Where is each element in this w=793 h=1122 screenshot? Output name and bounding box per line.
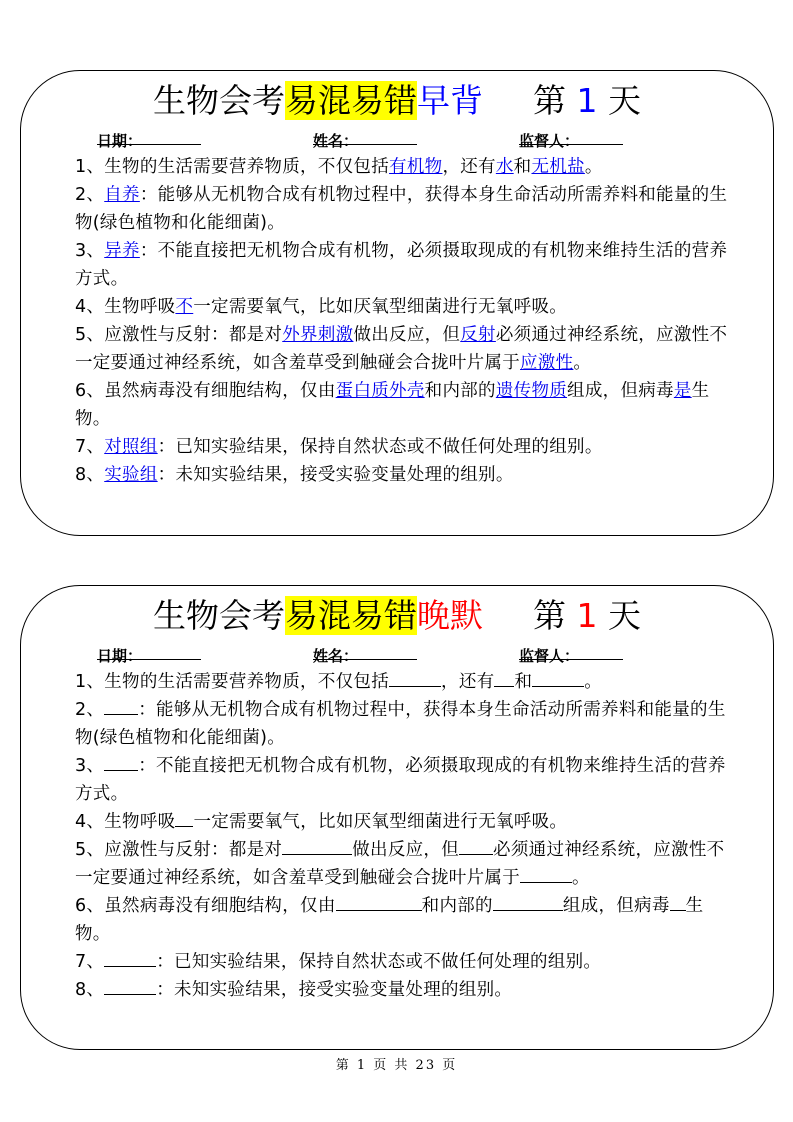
item-list bbox=[75, 668, 735, 1004]
blank-input[interactable] bbox=[104, 948, 156, 967]
day-number: 1 bbox=[576, 596, 598, 635]
blank-input[interactable] bbox=[493, 892, 563, 911]
title-highlight: 易混易错 bbox=[285, 81, 417, 120]
evening-dictation-card: 生物会考易混易错晚默 第 1 天 日期： 姓名： 监督人： 1、生物的生活需要营养物质，不仅包括 ，还有 和 。 2、 ：能够从无机物合成有机物过程中，获得本身生命活动所需养料和能量的生物(绿色植物和化能细菌)。 3、 ：不能直接把无机物合成有机物，必须摄取现成的有机物来维持生活的营养方式。 4、生物呼吸 一定需要氧气，比如厌氧型细菌进行无氧呼吸。 5、应激性与反射：都是对 做出反应，但 必须通过神经系统，应激性不一定要通过神经系统，如含羞草受到触碰会合拢叶片属于 。 6、虽然病毒没有细胞结构，仅由 和内部的 组成，但病毒 生物。 7、 ：已知实验结果，保持自然状态或不做任何处理的组别。 8、 ：未知实验结果，接受实验变量处理的组别。 bbox=[20, 585, 774, 1050]
list-item: 5、应激性与反射：都是对 做出反应，但 必须通过神经系统，应激性不一定要通过神经系统，如含羞草受到触碰会合拢叶片属于 。 bbox=[75, 836, 735, 892]
title-highlight: 易混易错 bbox=[285, 596, 417, 635]
list-item: 6、虽然病毒没有细胞结构，仅由蛋白质外壳和内部的遗传物质组成，但病毒是生物。 bbox=[75, 381, 710, 429]
list-item: 5、应激性与反射：都是对外界刺激做出反应，但反射必须通过神经系统，应激性不一定要通过神经系统，如含羞草受到触碰会合拢叶片属于应激性。 bbox=[75, 325, 728, 373]
list-item: 6、虽然病毒没有细胞结构，仅由 和内部的 组成，但病毒 生物。 bbox=[75, 892, 735, 948]
blank-input[interactable] bbox=[104, 976, 156, 995]
blank-input[interactable] bbox=[459, 836, 493, 855]
blank-input[interactable] bbox=[520, 864, 572, 883]
list-item: 1、生物的生活需要营养物质，不仅包括 ，还有 和 。 bbox=[75, 668, 735, 696]
page-footer: 第 1 页 共 23 页 bbox=[335, 1058, 458, 1073]
list-item: 2、 ：能够从无机物合成有机物过程中，获得本身生命活动所需养料和能量的生物(绿色植物和化能细菌)。 bbox=[75, 696, 735, 752]
list-item: 4、生物呼吸不一定需要氧气，比如厌氧型细菌进行无氧呼吸。 bbox=[75, 297, 568, 317]
card-title: 生物会考易混易错晚默 第 1 天 bbox=[153, 596, 641, 635]
list-item: 4、生物呼吸 一定需要氧气，比如厌氧型细菌进行无氧呼吸。 bbox=[75, 808, 735, 836]
title-tag: 晚默 bbox=[417, 596, 483, 635]
card-title: 生物会考易混易错早背 第 1 天 bbox=[153, 81, 641, 120]
blank-input[interactable] bbox=[389, 668, 441, 687]
list-item: 3、 ：不能直接把无机物合成有机物，必须摄取现成的有机物来维持生活的营养方式。 bbox=[75, 752, 735, 808]
blank-input[interactable] bbox=[532, 668, 584, 687]
title-tag: 早背 bbox=[417, 81, 483, 120]
list-item: 3、异养：不能直接把无机物合成有机物，必须摄取现成的有机物来维持生活的营养方式。 bbox=[75, 241, 728, 289]
day-number: 1 bbox=[576, 81, 598, 120]
list-item: 2、自养：能够从无机物合成有机物过程中，获得本身生命活动所需养料和能量的生物(绿色植物和化能细菌)。 bbox=[75, 185, 728, 233]
blank-input[interactable] bbox=[175, 808, 193, 827]
blank-input[interactable] bbox=[282, 836, 352, 855]
list-item: 8、 ：未知实验结果，接受实验变量处理的组别。 bbox=[75, 976, 735, 1004]
list-item: 1、生物的生活需要营养物质，不仅包括有机物，还有水和无机盐。 bbox=[75, 157, 603, 177]
list-item: 8、实验组：未知实验结果，接受实验变量处理的组别。 bbox=[75, 465, 514, 485]
blank-input[interactable] bbox=[104, 752, 138, 771]
list-item: 7、 ：已知实验结果，保持自然状态或不做任何处理的组别。 bbox=[75, 948, 735, 976]
item-list bbox=[75, 153, 735, 489]
blank-input[interactable] bbox=[336, 892, 422, 911]
blank-input[interactable] bbox=[104, 696, 138, 715]
morning-recite-card: 生物会考易混易错早背 第 1 天 日期： 姓名： 监督人： 1、生物的生活需要营养物质，不仅包括有机物，还有水和无机盐。 2、自养：能够从无机物合成有机物过程中，获得本身生命活动所需养料和能量的生物(绿色植物和化能细菌)。 3、异养：不能直接把无机物合成有机物，必须摄取现成的有机物来维持生活的营养方式。 4、生物呼吸不一定需要氧气，比如厌氧型细菌进行无氧呼吸。 5、应激性与反射：都是对外界刺激做出反应，但反射必须通过神经系统，应激性不一定要通过神经系统，如含羞草受到触碰会合拢叶片属于应激性。 6、虽然病毒没有细胞结构，仅由蛋白质外壳和内部的遗传物质组成，但病毒是生物。 7、对照组：已知实验结果，保持自然状态或不做任何处理的组别。 8、实验组：未知实验结果，接受实验变量处理的组别。 bbox=[20, 70, 774, 536]
blank-input[interactable] bbox=[670, 892, 686, 911]
list-item: 7、对照组：已知实验结果，保持自然状态或不做任何处理的组别。 bbox=[75, 437, 603, 457]
blank-input[interactable] bbox=[494, 668, 514, 687]
